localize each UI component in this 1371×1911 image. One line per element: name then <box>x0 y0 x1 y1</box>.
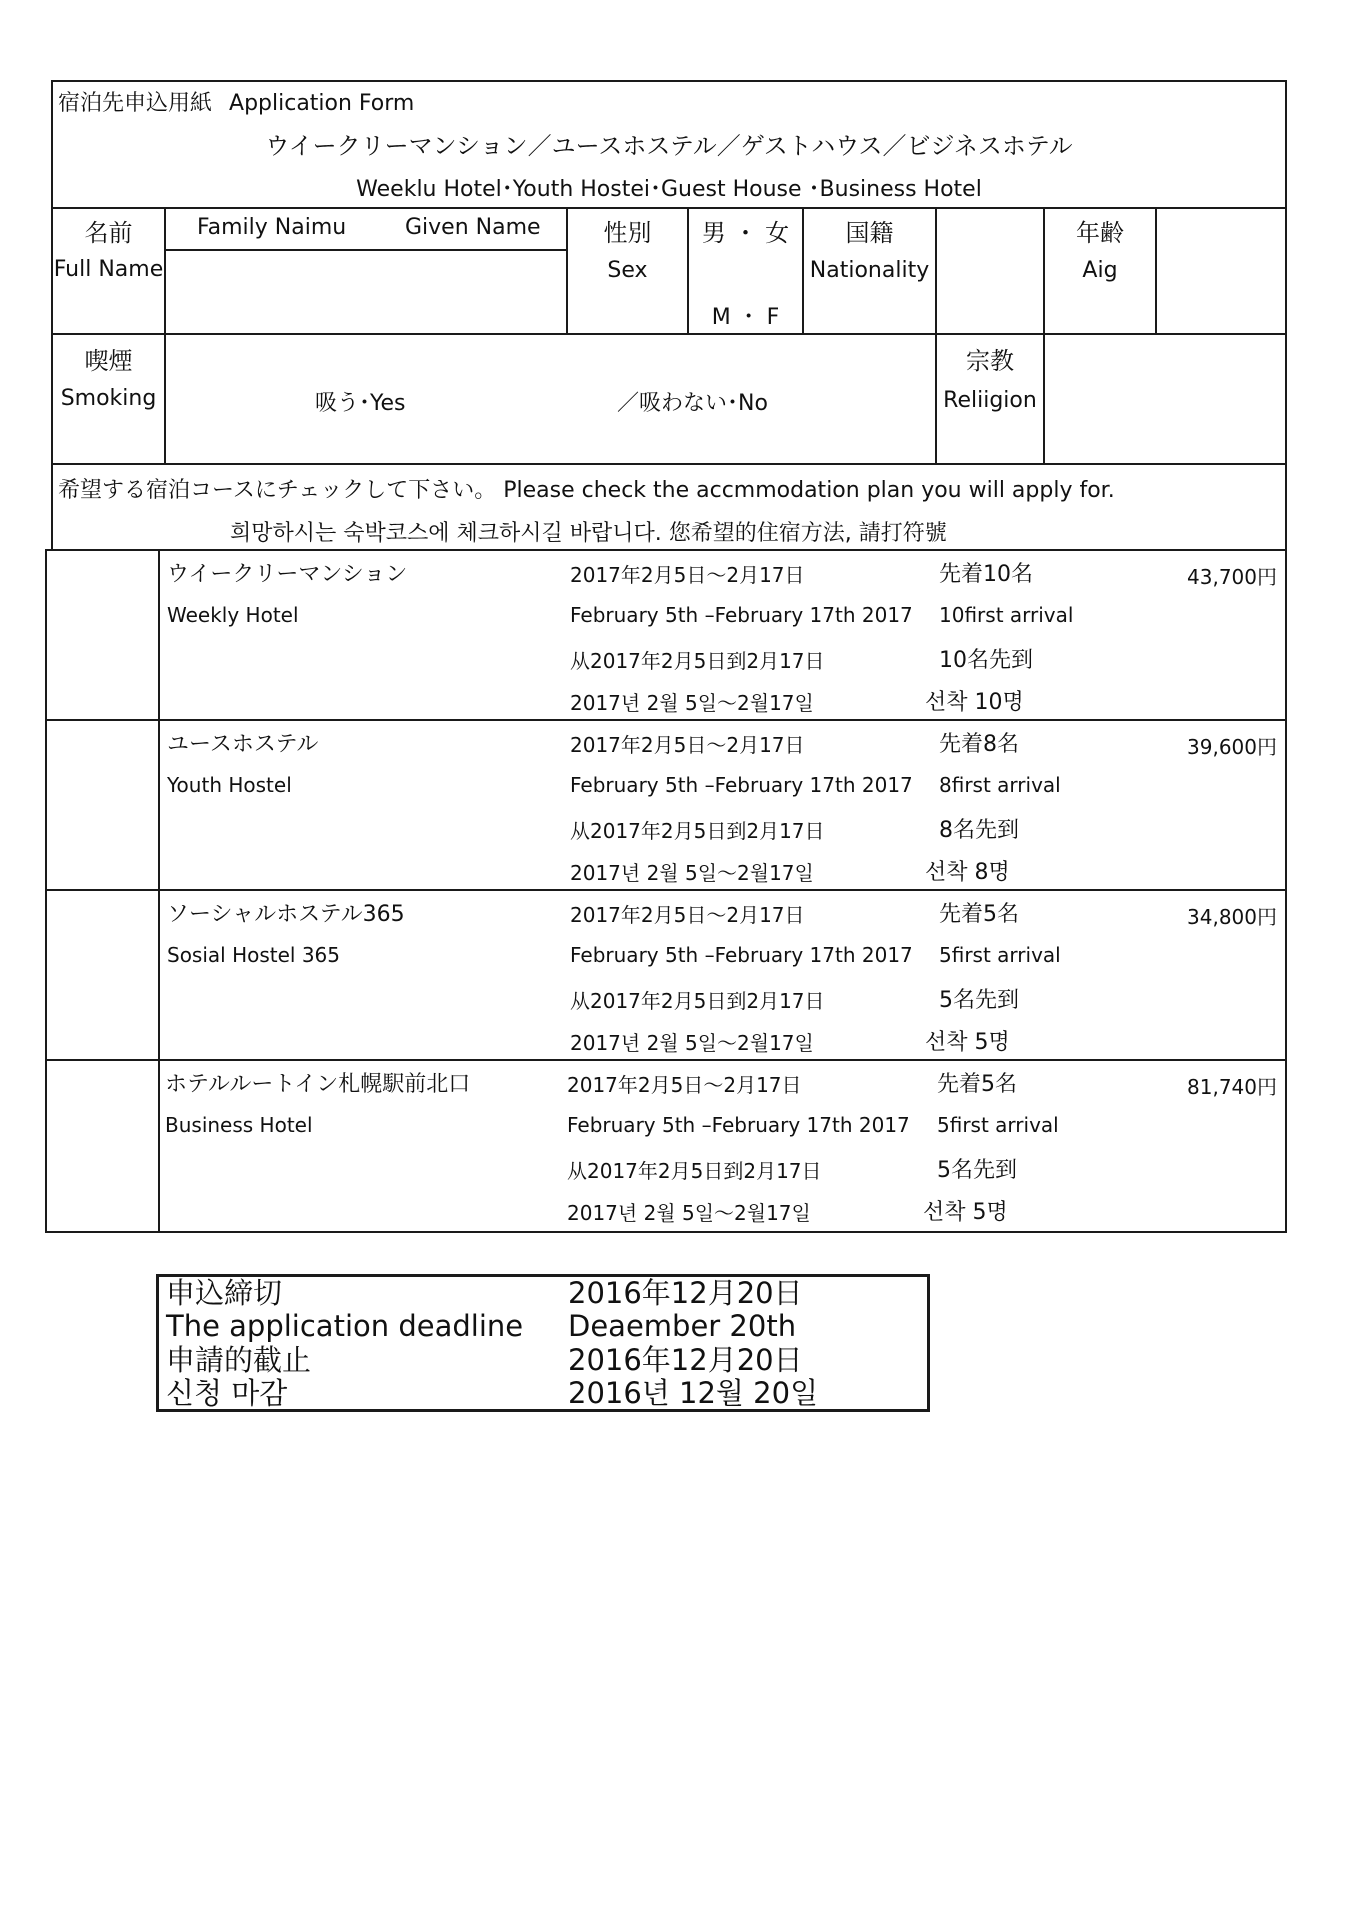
deadline-label-ja: 申込締切 <box>166 1276 283 1310</box>
plan-1-date-ja: 2017年2月5日～2月17日 <box>570 563 805 587</box>
plan-1-capacity-en: 10first arrival <box>939 603 1074 627</box>
divider-plan-2 <box>45 889 1287 891</box>
plan-checkbox-4[interactable] <box>47 1061 158 1231</box>
plan-1-capacity-zh: 10名先到 <box>939 648 1033 673</box>
plan-3-capacity-zh: 5名先到 <box>939 988 1019 1013</box>
deadline-date-zh: 2016年12月20日 <box>568 1343 803 1377</box>
plan-1-name-en: Weekly Hotel <box>167 603 299 627</box>
plan-3-capacity-ko: 선착 5명 <box>925 1030 1010 1055</box>
plan-1-capacity-ko: 선착 10명 <box>925 690 1024 715</box>
nationality-label-en: Nationality <box>809 258 930 283</box>
plan-3-name-ja: ソーシャルホステル365 <box>167 902 405 927</box>
deadline-label-ko: 신청 마감 <box>166 1376 288 1410</box>
col-label <box>164 207 166 463</box>
plan-4-price: 81,740円 <box>1187 1075 1277 1099</box>
deadline-date-ko: 2016년 12월 20일 <box>568 1376 819 1410</box>
accommodation-types-en: Weeklu Hotel･Youth Hostei･Guest House ･Business Hotel <box>356 177 982 202</box>
religion-label-en: Reliigion <box>943 388 1037 413</box>
plan-1-date-en: February 5th –February 17th 2017 <box>570 603 913 627</box>
plan-2-capacity-en: 8first arrival <box>939 773 1061 797</box>
form-title <box>58 86 414 117</box>
plan-4-name-ja: ホテルルートイン札幌駅前北口 <box>165 1072 471 1097</box>
smoking-yes-option[interactable]: 吸う･Yes <box>315 391 406 416</box>
smoking-label-en: Smoking <box>60 386 157 411</box>
given-name-label: Given Name <box>405 215 541 240</box>
plan-3-date-ja: 2017年2月5日～2月17日 <box>570 903 805 927</box>
divider-instructions <box>45 549 1287 551</box>
form-border-bottom <box>45 1231 1287 1233</box>
name-label-ja: 名前 <box>84 219 133 247</box>
deadline-date-en: Deaember 20th <box>568 1309 797 1343</box>
plan-3-name-en: Sosial Hostel 365 <box>167 943 341 967</box>
plan-2-price: 39,600円 <box>1187 735 1277 759</box>
divider-plan-3 <box>45 1059 1287 1061</box>
sex-label-en: Sex <box>607 258 648 283</box>
sex-option-ja[interactable]: 男 ・ 女 <box>701 219 790 247</box>
plan-4-date-en: February 5th –February 17th 2017 <box>567 1113 910 1137</box>
plan-4-date-ko: 2017년 2월 5일～2월17일 <box>567 1201 811 1225</box>
plan-2-date-en: February 5th –February 17th 2017 <box>570 773 913 797</box>
sex-label-ja: 性別 <box>603 219 652 247</box>
deadline-box <box>156 1274 930 1412</box>
divider-smoking-row <box>51 463 1287 465</box>
sex-option-en[interactable]: M ・ F <box>711 305 780 330</box>
col-plan-check <box>158 549 160 1232</box>
instructions-line-2: 희망하시는 숙박코스에 체크하시길 바랍니다. 您希望的住宿方法, 請打符號 <box>230 521 947 546</box>
plan-2-capacity-zh: 8名先到 <box>939 818 1019 843</box>
form-title-ja: 宿泊先申込用紙 <box>58 91 213 116</box>
plan-1-date-zh: 从2017年2月5日到2月17日 <box>570 649 825 673</box>
age-label-en: Aig <box>1082 258 1118 283</box>
deadline-date-ja: 2016年12月20日 <box>568 1276 803 1310</box>
plan-checkbox-1[interactable] <box>47 551 158 719</box>
plan-1-date-ko: 2017년 2월 5일～2월17일 <box>570 691 814 715</box>
plan-3-price: 34,800円 <box>1187 905 1277 929</box>
religion-field[interactable] <box>1045 335 1285 463</box>
plan-2-capacity-ko: 선착 8명 <box>925 860 1010 885</box>
plan-2-name-en: Youth Hostel <box>167 773 292 797</box>
plan-4-date-zh: 从2017年2月5日到2月17日 <box>567 1159 822 1183</box>
plan-2-date-ja: 2017年2月5日～2月17日 <box>570 733 805 757</box>
family-name-label: Family Naimu <box>197 215 347 240</box>
plan-4-name-en: Business Hotel <box>165 1113 313 1137</box>
plan-4-date-ja: 2017年2月5日～2月17日 <box>567 1073 802 1097</box>
plan-3-capacity-ja: 先着5名 <box>939 902 1019 927</box>
deadline-label-zh: 申請的截止 <box>166 1343 312 1377</box>
form-border-top <box>51 80 1287 82</box>
plan-4-capacity-ja: 先着5名 <box>937 1072 1017 1097</box>
plan-1-price: 43,700円 <box>1187 565 1277 589</box>
plan-1-capacity-ja: 先着10名 <box>939 562 1033 587</box>
nationality-label-ja: 国籍 <box>845 219 894 247</box>
plan-4-capacity-zh: 5名先到 <box>937 1158 1017 1183</box>
nationality-field[interactable] <box>937 209 1043 333</box>
divider-plan-1 <box>45 719 1287 721</box>
smoking-no-option[interactable]: ／吸わない･No <box>617 391 768 416</box>
name-label-en: Full Name <box>53 257 164 282</box>
plan-3-capacity-en: 5first arrival <box>939 943 1061 967</box>
deadline-label-en: The application deadline <box>166 1309 524 1343</box>
plan-3-date-ko: 2017년 2월 5일～2월17일 <box>570 1031 814 1055</box>
plan-4-capacity-en: 5first arrival <box>937 1113 1059 1137</box>
form-title-en: Application Form <box>229 91 415 116</box>
age-field[interactable] <box>1157 209 1285 333</box>
plan-2-date-zh: 从2017年2月5日到2月17日 <box>570 819 825 843</box>
smoking-label-ja: 喫煙 <box>84 347 133 375</box>
plan-checkbox-2[interactable] <box>47 721 158 889</box>
plan-2-name-ja: ユースホステル <box>167 732 319 757</box>
plan-4-capacity-ko: 선착 5명 <box>923 1200 1008 1225</box>
plan-3-date-en: February 5th –February 17th 2017 <box>570 943 913 967</box>
plan-checkbox-3[interactable] <box>47 891 158 1059</box>
plan-1-name-ja: ウイークリーマンション <box>167 562 408 587</box>
instructions-line-1: 希望する宿泊コースにチェックして下さい。 Please check the accmmodation plan you will apply for. <box>58 478 1115 503</box>
plan-2-capacity-ja: 先着8名 <box>939 732 1019 757</box>
plan-2-date-ko: 2017년 2월 5일～2월17일 <box>570 861 814 885</box>
accommodation-types-ja: ウイークリーマンション／ユースホステル／ゲストハウス／ビジネスホテル <box>265 132 1073 160</box>
divider-header <box>51 207 1287 209</box>
religion-label-ja: 宗教 <box>966 347 1014 375</box>
plan-3-date-zh: 从2017年2月5日到2月17日 <box>570 989 825 1013</box>
full-name-field[interactable] <box>166 251 566 333</box>
age-label-ja: 年齢 <box>1076 219 1124 247</box>
